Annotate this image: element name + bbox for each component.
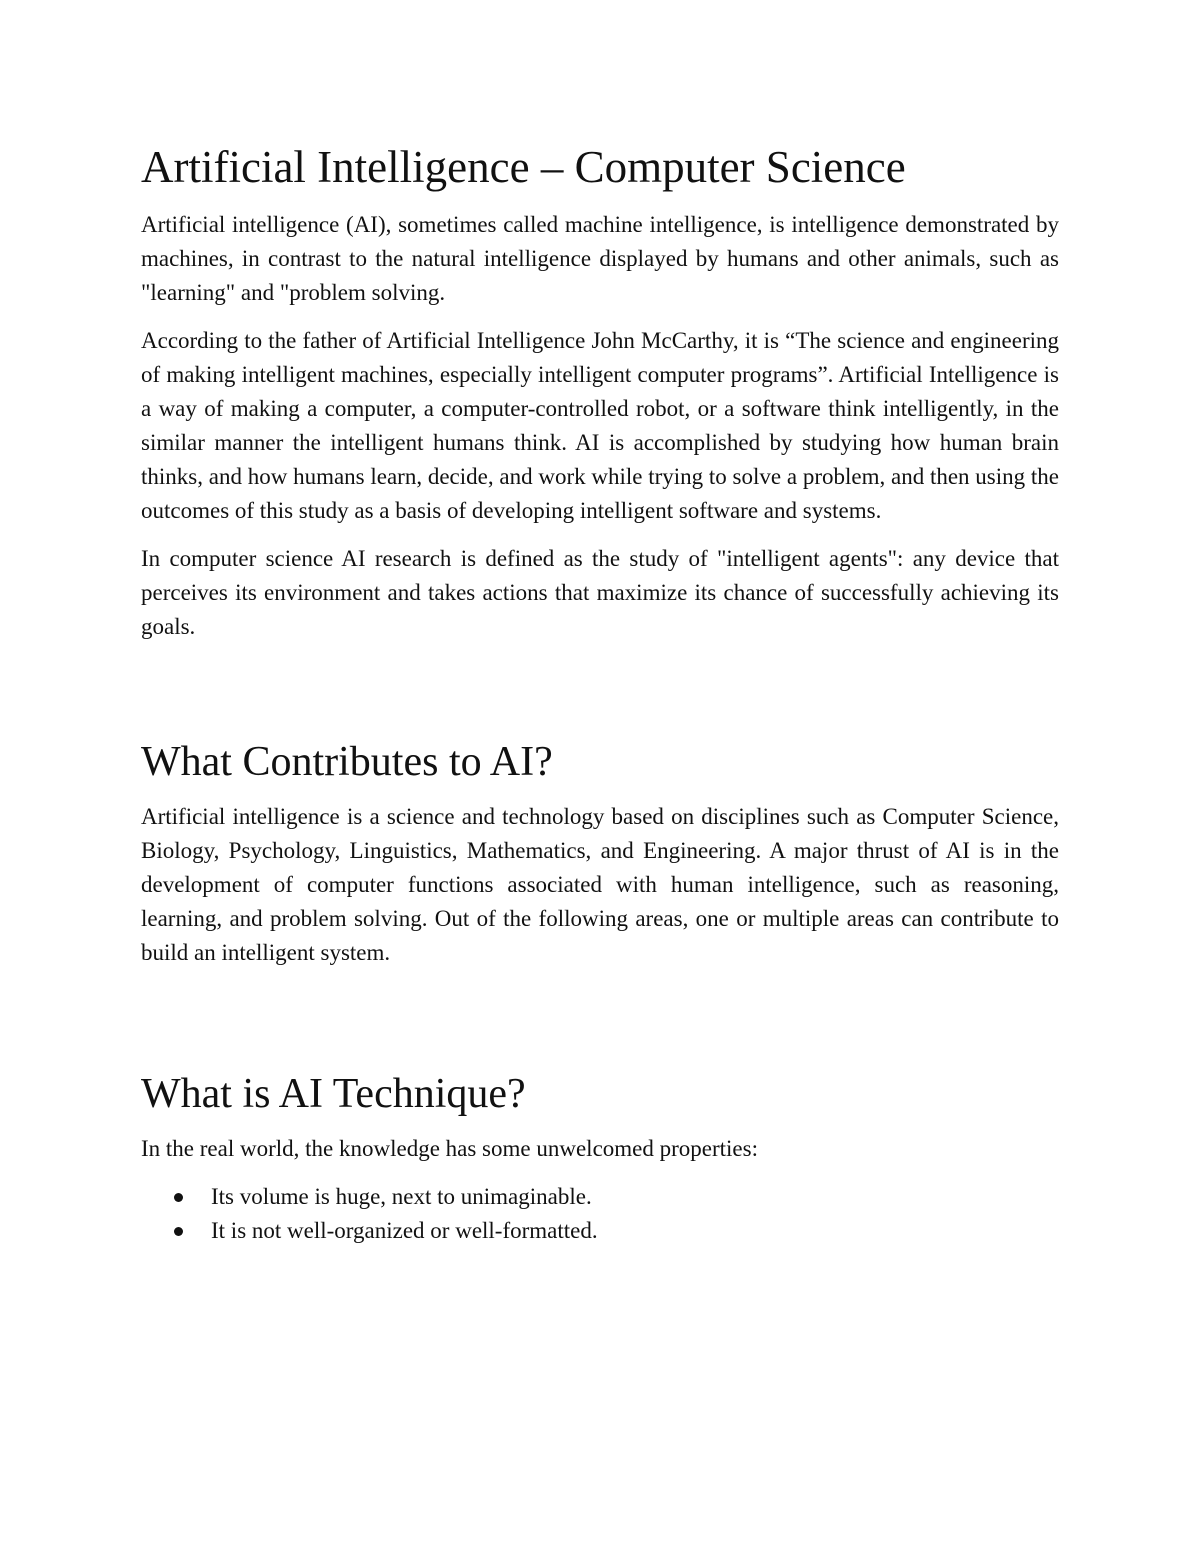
list-item-text: It is not well-organized or well-formatted.: [211, 1218, 598, 1244]
contributes-paragraph: Artificial intelligence is a science and technology based on disciplines such as Computer Science, Biology, Psychology, Linguistics, Mathematics, and Engineering. A major thrust of AI is in the development of computer functions associated with human intelligence, such as reasoning, learning, and problem solving. Out of the following areas, one or multiple areas can contribute to build an intelligent system.: [141, 804, 1059, 966]
document-title: Artificial Intelligence – Computer Science: [141, 142, 906, 192]
properties-list: [141, 1180, 1059, 1248]
list-item-text: Its volume is huge, next to unimaginable.: [211, 1184, 592, 1210]
list-item: [141, 1180, 1059, 1214]
technique-paragraph: In the real world, the knowledge has some unwelcomed properties:: [141, 1136, 758, 1162]
intro-paragraph-2: According to the father of Artificial Intelligence John McCarthy, it is “The science and engineering of making intelligent machines, especially intelligent computer programs”. Artificial Intelligence is a way of making a computer, a computer-controlled robot, or a software think intelligently, in the similar manner the intelligent humans think. AI is accomplished by studying how human brain thinks, and how humans learn, decide, and work while trying to solve a problem, and then using the outcomes of this study as a basis of developing intelligent software and systems.: [141, 327, 1059, 523]
bullet-icon: [174, 1227, 183, 1236]
section-heading-technique: What is AI Technique?: [141, 1071, 526, 1118]
intro-paragraph-3: In computer science AI research is defined as the study of "intelligent agents": any device that perceives its environment and takes actions that maximize its chance of successfully achieving its goals.: [141, 545, 1059, 639]
section-spacer: [141, 984, 1059, 1070]
list-item: [141, 1214, 1059, 1248]
document-page: [141, 142, 1059, 1248]
bullet-icon: [174, 1193, 183, 1202]
intro-paragraph-1: Artificial intelligence (AI), sometimes called machine intelligence, is intelligence demonstrated by machines, in contrast to the natural intelligence displayed by humans and other animals, such as "learning" and "problem solving.: [141, 211, 1059, 305]
section-heading-contributes: What Contributes to AI?: [141, 738, 553, 785]
section-spacer: [141, 658, 1059, 738]
